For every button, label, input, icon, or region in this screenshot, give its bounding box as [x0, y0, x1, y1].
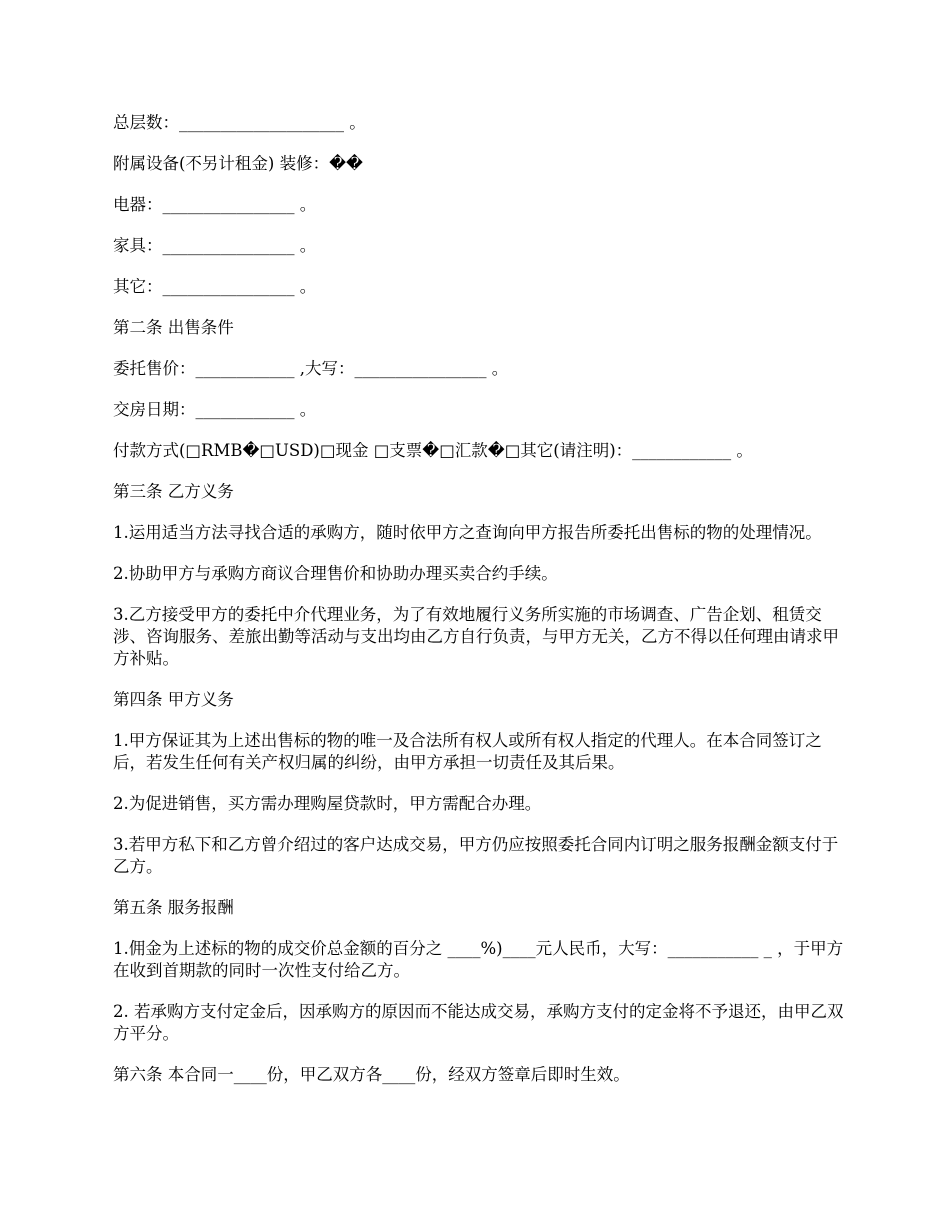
- article-3-clause-1: 1.运用适当方法寻找合适的承购方，随时依甲方之查询向甲方报告所委托出售标的物的处理情况。: [113, 523, 822, 542]
- article-6-line: 第六条 本合同一____份，甲乙双方各____份，经双方签章后即时生效。: [113, 1065, 630, 1084]
- article-4-clause-2: 2.为促进销售，买方需办理购屋贷款时，甲方需配合办理。: [113, 794, 542, 813]
- appliances-line: 电器：________________ 。: [113, 195, 317, 214]
- article-5-clause-2: 2. 若承购方支付定金后，因承购方的原因而不能达成交易，承购方支付的定金将不予退还，由甲乙双方平分。: [113, 1002, 844, 1043]
- attached-equipment-line: 附属设备(不另计租金) 装修：��: [113, 154, 363, 173]
- furniture-line: 家具：________________ 。: [113, 236, 317, 255]
- article-4-clause-3: 3.若甲方私下和乙方曾介绍过的客户达成交易，甲方仍应按照委托合同内订明之服务报酬金额支付于乙方。: [113, 835, 839, 876]
- article-4-clause-1: 1.甲方保证其为上述出售标的物的唯一及合法所有权人或所有权人指定的代理人。在本合同签订之后，若发生任何有关产权归属的纠纷，由甲方承担一切责任及其后果。: [113, 731, 822, 772]
- article-3-clause-2: 2.协助甲方与承购方商议合理售价和协助办理买卖合约手续。: [113, 564, 558, 583]
- article-5-clause-1: 1.佣金为上述标的物的成交价总金额的百分之 ____%)____元人民币，大写：___________ _ ，于甲方在收到首期款的同时一次性支付给乙方。: [113, 939, 844, 980]
- others-line: 其它：________________ 。: [113, 277, 317, 296]
- article-3-heading: 第三条 乙方义务: [113, 482, 234, 501]
- entrusted-price-line: 委托售价：____________ ,大写：________________ 。: [113, 359, 509, 378]
- document-body: [113, 112, 853, 1105]
- article-4-heading: 第四条 甲方义务: [113, 690, 234, 709]
- payment-method-line: 付款方式(□RMB�□USD)□现金 □支票�□汇款�□其它(请注明)：____________ 。: [113, 441, 753, 460]
- article-3-clause-3: 3.乙方接受甲方的委托中介代理业务，为了有效地履行义务所实施的市场调查、广告企划、租赁交涉、咨询服务、差旅出勤等活动与支出均由乙方自行负责，与甲方无关，乙方不得以任何理由请求甲方补贴。: [113, 605, 839, 668]
- article-2-heading: 第二条 出售条件: [113, 318, 234, 337]
- article-5-heading: 第五条 服务报酬: [113, 898, 234, 917]
- total-floors-line: 总层数：____________________ 。: [113, 113, 366, 132]
- handover-date-line: 交房日期：____________ 。: [113, 400, 317, 419]
